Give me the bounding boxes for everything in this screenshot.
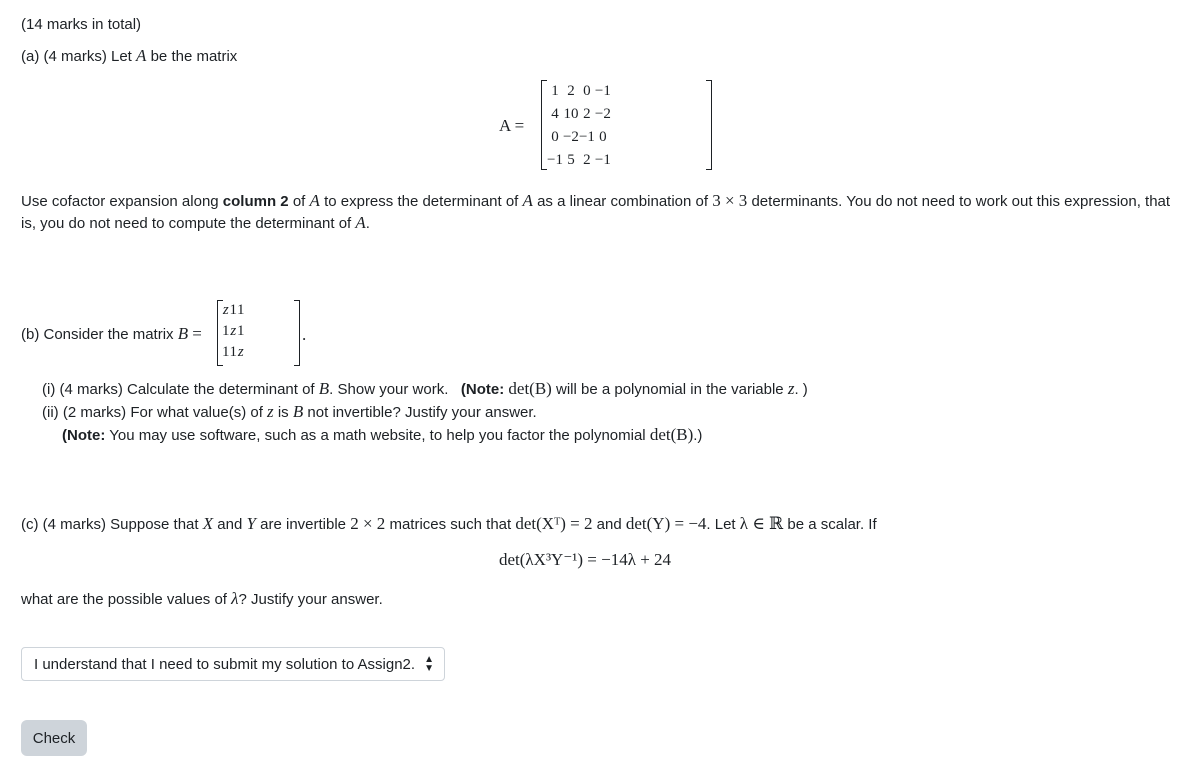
matrix-a-cell: 2 [583,152,591,168]
part-c-display-equation: det(λX³Y⁻¹) = −14λ + 24 [499,550,672,569]
matrix-b-period: . [302,325,307,344]
matrix-a-label: A = [499,116,525,135]
matrix-a-cell: −1 [578,129,595,145]
submission-select-value: I understand that I need to submit my solution to Assign2. [34,656,416,673]
matrix-b-cell: 1 [229,344,237,360]
matrix-a-cell: −2 [594,106,611,122]
matrix-b-cell: 1 [237,323,245,339]
matrix-a-cell: −1 [547,152,563,168]
part-b-i: (i) (4 marks) Calculate the determinant of B. Show your work. (Note: det(B) will be a polynomial in the variable z. ) [42,379,808,398]
part-b-intro: (b) Consider the matrix B = [21,324,202,343]
matrix-a-cell: 4 [551,106,559,122]
matrix-a-cell: 2 [583,106,591,122]
matrix-a-cell: 5 [567,152,575,168]
matrix-b-cell: z [230,323,237,339]
part-a-instruction-line2: is, you do not need to compute the determinant of A. [21,213,370,232]
matrix-a-cell: 0 [599,129,607,145]
part-a-instruction: Use cofactor expansion along column 2 of A to express the determinant of A as a linear combination of 3 × 3 determinants. You do not need to work out this expression, that [21,191,1171,210]
matrix-a-cell: 0 [551,129,559,145]
part-c-question: what are the possible values of λ? Justify your answer. [21,589,383,608]
part-b-ii: (ii) (2 marks) For what value(s) of z is B not invertible? Justify your answer. [42,402,537,421]
matrix-b-cell: z [222,302,229,318]
matrix-b-cell: z [237,344,244,360]
matrix-a-cell: −1 [594,83,611,99]
matrix-b-cell: 1 [222,323,230,339]
matrix-a-cell: 1 [551,83,559,99]
total-marks: (14 marks in total) [21,16,142,33]
matrix-a-cell: −2 [562,129,579,145]
part-c-intro: (c) (4 marks) Suppose that X and Y are invertible 2 × 2 matrices such that det(Xᵀ) = 2 and det(Y) = −4. Let λ ∈ ℝ be a scalar. If [21,514,877,533]
select-arrows-icon: ▲ ▼ [424,654,434,674]
matrix-b-cell: 1 [222,344,230,360]
matrix-a-cell: 10 [563,106,579,122]
matrix-a-cell: 2 [567,83,575,99]
submission-select[interactable] [21,647,445,681]
matrix-a-cell: −1 [594,152,611,168]
part-a-intro: (a) (4 marks) Let A be the matrix [21,46,238,65]
part-b-note: (Note: You may use software, such as a math website, to help you factor the polynomial det(B).) [62,425,703,444]
matrix-a-cell: 0 [583,83,591,99]
check-button[interactable]: Check [21,720,87,756]
matrix-b-cell: 1 [237,302,245,318]
matrix-b-cell: 1 [229,302,237,318]
